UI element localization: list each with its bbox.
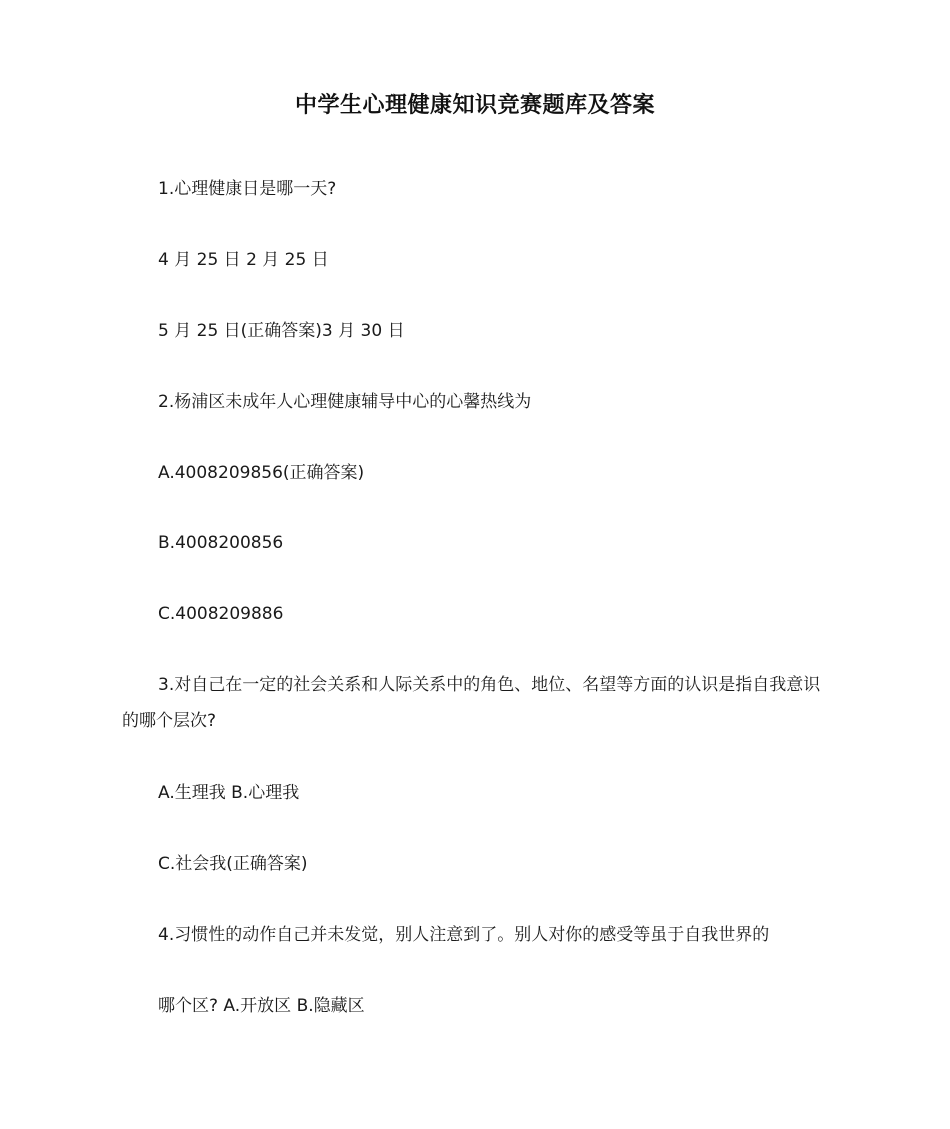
- question-3-options-ab: A.生理我 B.心理我: [158, 783, 300, 803]
- question-1: 1.心理健康日是哪一天?: [158, 179, 337, 199]
- question-2-option-a: A.4008209856(正确答案): [158, 463, 365, 483]
- question-1-options-line-1: 4 月 25 日 2 月 25 日: [158, 250, 329, 270]
- question-2-option-b: B.4008200856: [158, 533, 284, 553]
- question-1-options-line-2: 5 月 25 日(正确答案)3 月 30 日: [158, 321, 405, 341]
- question-2: 2.杨浦区未成年人心理健康辅导中心的心馨热线为: [158, 392, 532, 412]
- question-4-continued: 哪个区? A.开放区 B.隐藏区: [158, 996, 365, 1016]
- question-4: 4.习惯性的动作自己并未发觉，别人注意到了。别人对你的感受等虽于自我世界的: [158, 925, 770, 945]
- document-title: 中学生心理健康知识竞赛题库及答案: [294, 93, 655, 118]
- question-2-option-c: C.4008209886: [158, 604, 284, 624]
- question-3: 3.对自己在一定的社会关系和人际关系中的角色、地位、名望等方面的认识是指自我意识的哪个层次?: [122, 675, 821, 731]
- question-3-option-c: C.社会我(正确答案): [158, 854, 308, 874]
